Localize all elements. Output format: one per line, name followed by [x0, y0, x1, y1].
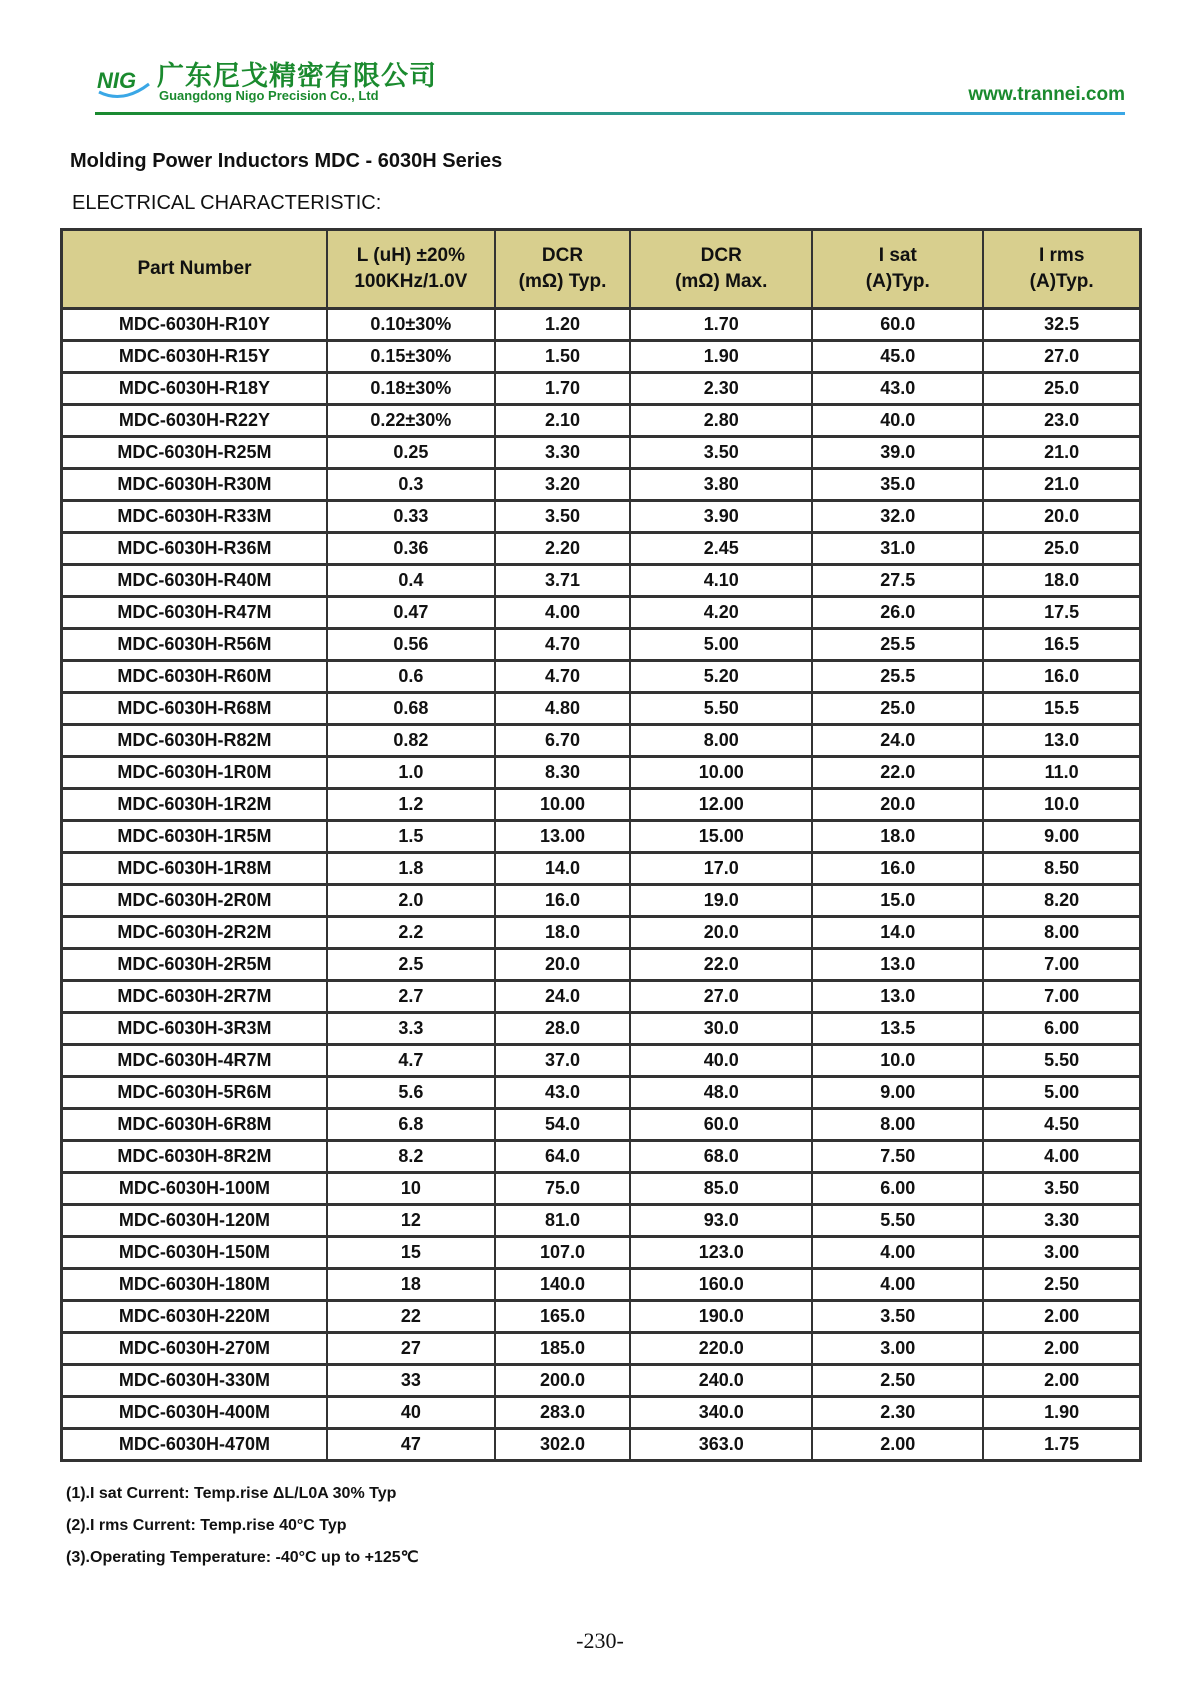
table-row [62, 565, 1141, 597]
cell-isat: 4.00 [812, 1237, 983, 1269]
cell-irms: 11.0 [983, 757, 1140, 789]
cell-dcr-typ: 64.0 [495, 1141, 630, 1173]
cell-dcr-typ: 3.71 [495, 565, 630, 597]
logo-text: NIG [97, 68, 137, 93]
table-row [62, 917, 1141, 949]
cell-inductance: 0.22±30% [327, 405, 495, 437]
cell-part-number: MDC-6030H-2R0M [62, 885, 327, 917]
cell-isat: 13.0 [812, 949, 983, 981]
cell-isat: 3.00 [812, 1333, 983, 1365]
table-row [62, 1045, 1141, 1077]
col-header-irms: I rms (A)Typ. [983, 230, 1140, 309]
table-body [62, 309, 1141, 1461]
cell-inductance: 0.47 [327, 597, 495, 629]
cell-inductance: 0.18±30% [327, 373, 495, 405]
cell-irms: 13.0 [983, 725, 1140, 757]
cell-dcr-typ: 10.00 [495, 789, 630, 821]
cell-dcr-max: 190.0 [630, 1301, 812, 1333]
cell-dcr-max: 3.50 [630, 437, 812, 469]
cell-dcr-typ: 24.0 [495, 981, 630, 1013]
cell-dcr-max: 2.80 [630, 405, 812, 437]
cell-dcr-max: 1.70 [630, 309, 812, 341]
cell-inductance: 2.7 [327, 981, 495, 1013]
cell-irms: 21.0 [983, 437, 1140, 469]
cell-part-number: MDC-6030H-R47M [62, 597, 327, 629]
col-header-isat: I sat (A)Typ. [812, 230, 983, 309]
cell-irms: 8.50 [983, 853, 1140, 885]
cell-dcr-max: 60.0 [630, 1109, 812, 1141]
table-row [62, 1013, 1141, 1045]
cell-dcr-max: 27.0 [630, 981, 812, 1013]
cell-dcr-max: 10.00 [630, 757, 812, 789]
cell-inductance: 0.10±30% [327, 309, 495, 341]
cell-inductance: 0.68 [327, 693, 495, 725]
table-row [62, 949, 1141, 981]
cell-dcr-typ: 185.0 [495, 1333, 630, 1365]
cell-irms: 25.0 [983, 373, 1140, 405]
table-row [62, 1301, 1141, 1333]
cell-irms: 2.50 [983, 1269, 1140, 1301]
cell-dcr-max: 40.0 [630, 1045, 812, 1077]
cell-irms: 3.00 [983, 1237, 1140, 1269]
cell-part-number: MDC-6030H-2R5M [62, 949, 327, 981]
table-row [62, 725, 1141, 757]
website-link[interactable]: www.trannei.com [968, 84, 1125, 105]
cell-part-number: MDC-6030H-R15Y [62, 341, 327, 373]
cell-isat: 2.50 [812, 1365, 983, 1397]
notes-list [66, 1478, 419, 1574]
cell-irms: 20.0 [983, 501, 1140, 533]
cell-isat: 20.0 [812, 789, 983, 821]
cell-dcr-max: 8.00 [630, 725, 812, 757]
cell-isat: 2.30 [812, 1397, 983, 1429]
cell-part-number: MDC-6030H-270M [62, 1333, 327, 1365]
cell-irms: 27.0 [983, 341, 1140, 373]
cell-part-number: MDC-6030H-R68M [62, 693, 327, 725]
cell-isat: 25.0 [812, 693, 983, 725]
cell-dcr-max: 5.00 [630, 629, 812, 661]
cell-irms: 5.50 [983, 1045, 1140, 1077]
cell-inductance: 10 [327, 1173, 495, 1205]
cell-isat: 25.5 [812, 661, 983, 693]
cell-irms: 3.30 [983, 1205, 1140, 1237]
table-row [62, 693, 1141, 725]
cell-dcr-typ: 4.00 [495, 597, 630, 629]
cell-dcr-max: 48.0 [630, 1077, 812, 1109]
cell-inductance: 5.6 [327, 1077, 495, 1109]
cell-part-number: MDC-6030H-8R2M [62, 1141, 327, 1173]
cell-irms: 32.5 [983, 309, 1140, 341]
section-title: ELECTRICAL CHARACTERISTIC: [72, 192, 382, 214]
cell-inductance: 1.2 [327, 789, 495, 821]
table-row [62, 821, 1141, 853]
cell-isat: 14.0 [812, 917, 983, 949]
cell-irms: 1.75 [983, 1429, 1140, 1461]
cell-dcr-max: 22.0 [630, 949, 812, 981]
cell-isat: 24.0 [812, 725, 983, 757]
cell-dcr-typ: 20.0 [495, 949, 630, 981]
cell-isat: 27.5 [812, 565, 983, 597]
cell-inductance: 12 [327, 1205, 495, 1237]
cell-irms: 2.00 [983, 1365, 1140, 1397]
cell-inductance: 0.33 [327, 501, 495, 533]
cell-irms: 17.5 [983, 597, 1140, 629]
cell-isat: 18.0 [812, 821, 983, 853]
cell-dcr-typ: 1.20 [495, 309, 630, 341]
cell-part-number: MDC-6030H-400M [62, 1397, 327, 1429]
cell-dcr-typ: 4.70 [495, 629, 630, 661]
table-row [62, 437, 1141, 469]
cell-inductance: 33 [327, 1365, 495, 1397]
table-row [62, 1365, 1141, 1397]
cell-dcr-typ: 1.50 [495, 341, 630, 373]
cell-isat: 60.0 [812, 309, 983, 341]
cell-inductance: 2.0 [327, 885, 495, 917]
cell-part-number: MDC-6030H-R25M [62, 437, 327, 469]
cell-inductance: 1.8 [327, 853, 495, 885]
cell-dcr-max: 340.0 [630, 1397, 812, 1429]
note-operating-temperature: (3).Operating Temperature: -40°C up to +125℃ [66, 1549, 419, 1566]
cell-dcr-typ: 81.0 [495, 1205, 630, 1237]
cell-dcr-max: 5.50 [630, 693, 812, 725]
cell-part-number: MDC-6030H-R18Y [62, 373, 327, 405]
company-logo-icon [95, 62, 153, 102]
cell-isat: 4.00 [812, 1269, 983, 1301]
cell-isat: 40.0 [812, 405, 983, 437]
cell-dcr-max: 2.30 [630, 373, 812, 405]
cell-dcr-max: 123.0 [630, 1237, 812, 1269]
cell-inductance: 0.36 [327, 533, 495, 565]
cell-isat: 35.0 [812, 469, 983, 501]
table-row [62, 1269, 1141, 1301]
cell-irms: 21.0 [983, 469, 1140, 501]
cell-irms: 8.00 [983, 917, 1140, 949]
note-irms: (2).I rms Current: Temp.rise 40°C Typ [66, 1517, 347, 1534]
cell-part-number: MDC-6030H-220M [62, 1301, 327, 1333]
table-row [62, 1141, 1141, 1173]
cell-dcr-max: 30.0 [630, 1013, 812, 1045]
cell-part-number: MDC-6030H-R40M [62, 565, 327, 597]
cell-inductance: 1.5 [327, 821, 495, 853]
cell-inductance: 0.56 [327, 629, 495, 661]
cell-part-number: MDC-6030H-R36M [62, 533, 327, 565]
cell-isat: 45.0 [812, 341, 983, 373]
table-row [62, 1333, 1141, 1365]
cell-part-number: MDC-6030H-R33M [62, 501, 327, 533]
cell-irms: 7.00 [983, 981, 1140, 1013]
cell-part-number: MDC-6030H-R22Y [62, 405, 327, 437]
cell-inductance: 0.15±30% [327, 341, 495, 373]
cell-dcr-typ: 3.20 [495, 469, 630, 501]
cell-isat: 32.0 [812, 501, 983, 533]
cell-part-number: MDC-6030H-R60M [62, 661, 327, 693]
cell-irms: 25.0 [983, 533, 1140, 565]
cell-inductance: 15 [327, 1237, 495, 1269]
cell-inductance: 4.7 [327, 1045, 495, 1077]
cell-inductance: 18 [327, 1269, 495, 1301]
cell-isat: 39.0 [812, 437, 983, 469]
cell-isat: 31.0 [812, 533, 983, 565]
cell-dcr-typ: 43.0 [495, 1077, 630, 1109]
cell-part-number: MDC-6030H-R10Y [62, 309, 327, 341]
table-row [62, 597, 1141, 629]
cell-inductance: 0.4 [327, 565, 495, 597]
col-header-inductance: L (uH) ±20% 100KHz/1.0V [327, 230, 495, 309]
cell-dcr-typ: 13.00 [495, 821, 630, 853]
cell-dcr-typ: 3.30 [495, 437, 630, 469]
cell-isat: 16.0 [812, 853, 983, 885]
company-name-en: Guangdong Nigo Precision Co., Ltd [159, 88, 379, 103]
cell-dcr-typ: 107.0 [495, 1237, 630, 1269]
table-row [62, 757, 1141, 789]
cell-dcr-max: 363.0 [630, 1429, 812, 1461]
cell-dcr-typ: 302.0 [495, 1429, 630, 1461]
cell-part-number: MDC-6030H-150M [62, 1237, 327, 1269]
cell-part-number: MDC-6030H-6R8M [62, 1109, 327, 1141]
cell-part-number: MDC-6030H-R56M [62, 629, 327, 661]
cell-irms: 7.00 [983, 949, 1140, 981]
col-header-dcr-typ: DCR (mΩ) Typ. [495, 230, 630, 309]
cell-irms: 8.20 [983, 885, 1140, 917]
page-header [95, 48, 1125, 118]
cell-inductance: 47 [327, 1429, 495, 1461]
cell-inductance: 40 [327, 1397, 495, 1429]
note-isat: (1).I sat Current: Temp.rise ΔL/L0A 30% Typ [66, 1485, 397, 1502]
cell-isat: 6.00 [812, 1173, 983, 1205]
cell-dcr-max: 4.10 [630, 565, 812, 597]
cell-dcr-max: 20.0 [630, 917, 812, 949]
cell-dcr-max: 3.80 [630, 469, 812, 501]
company-name-cn: 广东尼戈精密有限公司 [157, 61, 437, 92]
cell-part-number: MDC-6030H-330M [62, 1365, 327, 1397]
table-row [62, 309, 1141, 341]
cell-dcr-max: 17.0 [630, 853, 812, 885]
cell-dcr-max: 1.90 [630, 341, 812, 373]
cell-irms: 16.0 [983, 661, 1140, 693]
cell-dcr-max: 220.0 [630, 1333, 812, 1365]
cell-isat: 22.0 [812, 757, 983, 789]
cell-dcr-typ: 6.70 [495, 725, 630, 757]
cell-part-number: MDC-6030H-1R8M [62, 853, 327, 885]
cell-irms: 23.0 [983, 405, 1140, 437]
cell-part-number: MDC-6030H-2R7M [62, 981, 327, 1013]
table-row [62, 373, 1141, 405]
cell-inductance: 8.2 [327, 1141, 495, 1173]
table-row [62, 885, 1141, 917]
cell-irms: 9.00 [983, 821, 1140, 853]
cell-dcr-max: 19.0 [630, 885, 812, 917]
cell-irms: 4.00 [983, 1141, 1140, 1173]
cell-dcr-max: 2.45 [630, 533, 812, 565]
cell-irms: 2.00 [983, 1301, 1140, 1333]
cell-irms: 1.90 [983, 1397, 1140, 1429]
table-row [62, 981, 1141, 1013]
cell-irms: 6.00 [983, 1013, 1140, 1045]
cell-part-number: MDC-6030H-180M [62, 1269, 327, 1301]
table-header-row [62, 230, 1141, 309]
cell-dcr-typ: 54.0 [495, 1109, 630, 1141]
cell-dcr-typ: 200.0 [495, 1365, 630, 1397]
cell-dcr-typ: 165.0 [495, 1301, 630, 1333]
cell-dcr-max: 85.0 [630, 1173, 812, 1205]
table-row [62, 469, 1141, 501]
cell-dcr-max: 68.0 [630, 1141, 812, 1173]
cell-inductance: 1.0 [327, 757, 495, 789]
cell-dcr-typ: 283.0 [495, 1397, 630, 1429]
cell-isat: 7.50 [812, 1141, 983, 1173]
col-header-part-number: Part Number [62, 230, 327, 309]
cell-dcr-max: 93.0 [630, 1205, 812, 1237]
cell-part-number: MDC-6030H-1R5M [62, 821, 327, 853]
cell-dcr-typ: 4.70 [495, 661, 630, 693]
cell-inductance: 3.3 [327, 1013, 495, 1045]
cell-part-number: MDC-6030H-2R2M [62, 917, 327, 949]
cell-part-number: MDC-6030H-1R0M [62, 757, 327, 789]
cell-irms: 5.00 [983, 1077, 1140, 1109]
cell-dcr-max: 240.0 [630, 1365, 812, 1397]
table-row [62, 1173, 1141, 1205]
cell-dcr-max: 160.0 [630, 1269, 812, 1301]
cell-inductance: 0.82 [327, 725, 495, 757]
cell-dcr-typ: 3.50 [495, 501, 630, 533]
col-header-dcr-max: DCR (mΩ) Max. [630, 230, 812, 309]
cell-dcr-typ: 18.0 [495, 917, 630, 949]
table-row [62, 629, 1141, 661]
header-divider [95, 112, 1125, 115]
cell-dcr-typ: 37.0 [495, 1045, 630, 1077]
cell-isat: 13.0 [812, 981, 983, 1013]
page-number: -230- [576, 1628, 624, 1653]
cell-isat: 10.0 [812, 1045, 983, 1077]
cell-isat: 13.5 [812, 1013, 983, 1045]
cell-irms: 15.5 [983, 693, 1140, 725]
cell-dcr-max: 15.00 [630, 821, 812, 853]
cell-isat: 9.00 [812, 1077, 983, 1109]
cell-inductance: 0.25 [327, 437, 495, 469]
table-row [62, 341, 1141, 373]
cell-isat: 25.5 [812, 629, 983, 661]
cell-dcr-typ: 4.80 [495, 693, 630, 725]
table-row [62, 1237, 1141, 1269]
cell-isat: 5.50 [812, 1205, 983, 1237]
cell-dcr-typ: 2.10 [495, 405, 630, 437]
cell-irms: 3.50 [983, 1173, 1140, 1205]
table-row [62, 1205, 1141, 1237]
table-row [62, 1397, 1141, 1429]
cell-dcr-typ: 14.0 [495, 853, 630, 885]
cell-dcr-typ: 16.0 [495, 885, 630, 917]
cell-isat: 26.0 [812, 597, 983, 629]
cell-part-number: MDC-6030H-4R7M [62, 1045, 327, 1077]
cell-inductance: 6.8 [327, 1109, 495, 1141]
table-row [62, 1429, 1141, 1461]
table-row [62, 501, 1141, 533]
cell-dcr-typ: 2.20 [495, 533, 630, 565]
table-row [62, 661, 1141, 693]
cell-inductance: 2.5 [327, 949, 495, 981]
cell-part-number: MDC-6030H-1R2M [62, 789, 327, 821]
electrical-characteristics-table [60, 228, 1142, 1462]
cell-dcr-typ: 75.0 [495, 1173, 630, 1205]
cell-inductance: 27 [327, 1333, 495, 1365]
cell-inductance: 0.6 [327, 661, 495, 693]
table-row [62, 1109, 1141, 1141]
cell-part-number: MDC-6030H-3R3M [62, 1013, 327, 1045]
table-row [62, 533, 1141, 565]
cell-irms: 18.0 [983, 565, 1140, 597]
table-row [62, 853, 1141, 885]
cell-part-number: MDC-6030H-100M [62, 1173, 327, 1205]
cell-irms: 16.5 [983, 629, 1140, 661]
cell-dcr-typ: 140.0 [495, 1269, 630, 1301]
cell-part-number: MDC-6030H-470M [62, 1429, 327, 1461]
cell-part-number: MDC-6030H-R82M [62, 725, 327, 757]
cell-dcr-typ: 28.0 [495, 1013, 630, 1045]
cell-isat: 43.0 [812, 373, 983, 405]
cell-isat: 8.00 [812, 1109, 983, 1141]
cell-dcr-typ: 1.70 [495, 373, 630, 405]
cell-inductance: 2.2 [327, 917, 495, 949]
cell-irms: 10.0 [983, 789, 1140, 821]
cell-dcr-max: 5.20 [630, 661, 812, 693]
table-row [62, 405, 1141, 437]
cell-isat: 2.00 [812, 1429, 983, 1461]
cell-part-number: MDC-6030H-R30M [62, 469, 327, 501]
cell-inductance: 22 [327, 1301, 495, 1333]
cell-isat: 3.50 [812, 1301, 983, 1333]
cell-dcr-max: 4.20 [630, 597, 812, 629]
cell-isat: 15.0 [812, 885, 983, 917]
cell-irms: 2.00 [983, 1333, 1140, 1365]
cell-dcr-max: 12.00 [630, 789, 812, 821]
document-title: Molding Power Inductors MDC - 6030H Series [70, 150, 503, 172]
cell-part-number: MDC-6030H-5R6M [62, 1077, 327, 1109]
table-row [62, 789, 1141, 821]
cell-dcr-typ: 8.30 [495, 757, 630, 789]
cell-inductance: 0.3 [327, 469, 495, 501]
cell-irms: 4.50 [983, 1109, 1140, 1141]
cell-part-number: MDC-6030H-120M [62, 1205, 327, 1237]
cell-dcr-max: 3.90 [630, 501, 812, 533]
table-row [62, 1077, 1141, 1109]
